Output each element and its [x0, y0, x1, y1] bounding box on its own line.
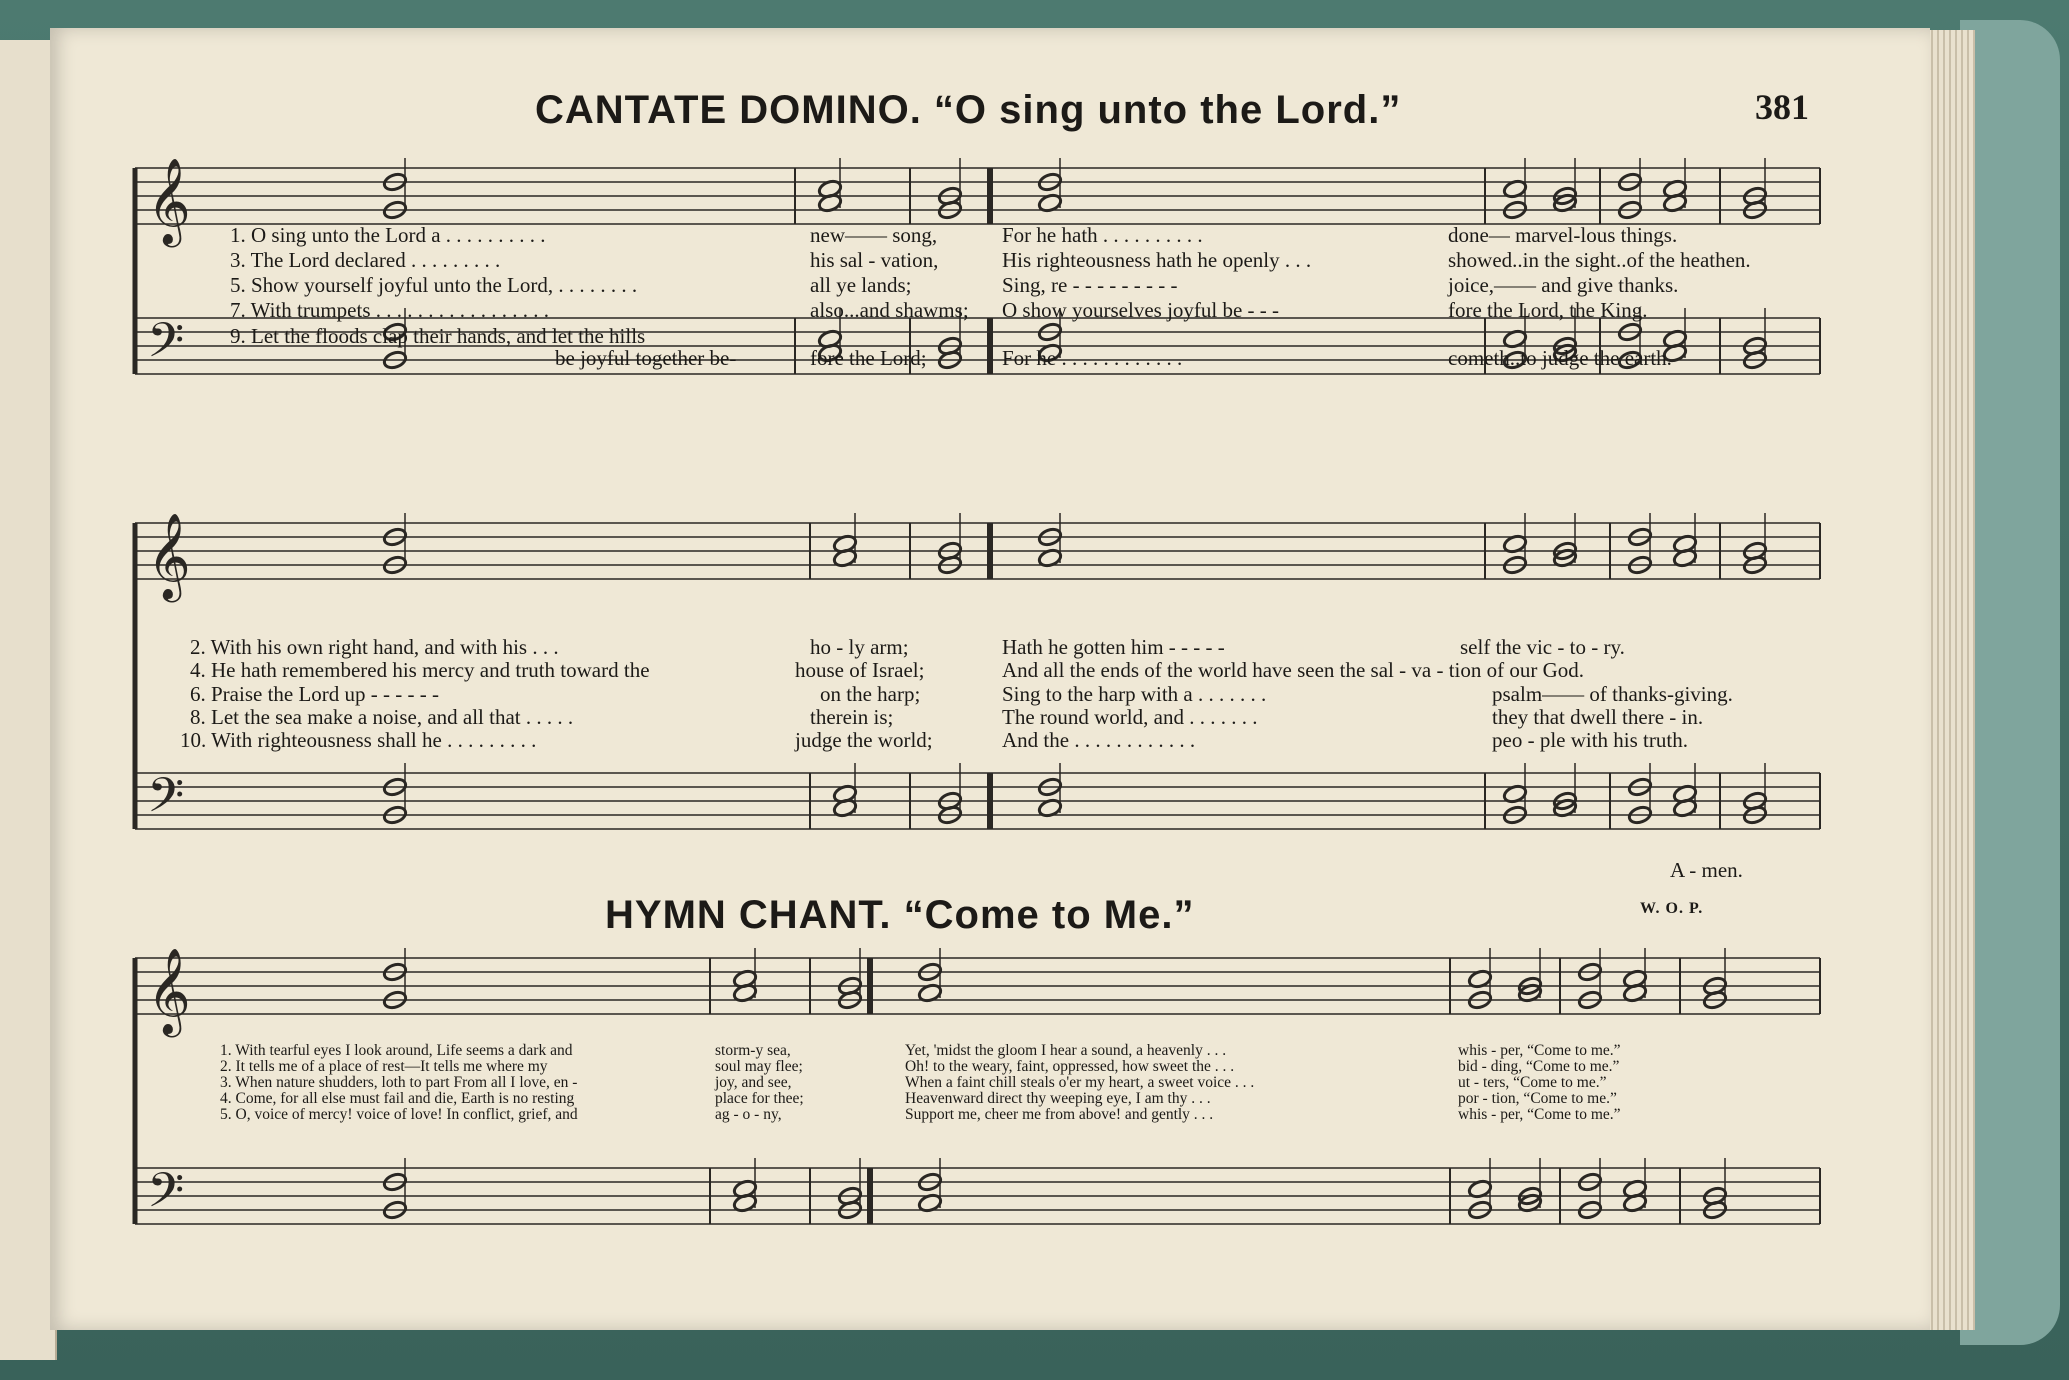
verse-8-part-3: The round world, and . . . . . . . — [1002, 705, 1258, 729]
verse-5-part-2: all ye lands; — [810, 273, 912, 297]
treble-clef: 𝄞 — [147, 158, 191, 244]
hymn-verse-2-part-1: 2. It tells me of a place of rest—It tells me where my — [220, 1058, 548, 1075]
hymn-verse-5-part-1: 5. O, voice of mercy! voice of love! In conflict, grief, and — [220, 1106, 578, 1123]
hymn-verse-2-part-2: soul may flee; — [715, 1058, 803, 1075]
hymn-verse-4-part-4: por - tion, “Come to me.” — [1458, 1090, 1617, 1107]
verse-1-part-3: For he hath . . . . . . . . . . — [1002, 223, 1203, 247]
book-cover-edge — [1960, 20, 2060, 1345]
hymn-verse-1-part-2: storm-y sea, — [715, 1042, 791, 1059]
verse-10-part-1: 10. With righteousness shall he . . . . . . . . . — [180, 728, 537, 752]
verse-6-part-3: Sing to the harp with a . . . . . . . — [1002, 682, 1267, 706]
verse-6-part-4: psalm—— of thanks-giving. — [1492, 682, 1733, 706]
verse-3-part-2: his sal - vation, — [810, 248, 939, 272]
chant2-title: HYMN CHANT. “Come to Me.” — [605, 893, 1195, 937]
bass-clef: 𝄢 — [147, 1162, 185, 1230]
verse-9-line-2-part-1: be joyful together be- — [555, 346, 737, 370]
hymn-verse-4-part-3: Heavenward direct thy weeping eye, I am thy . . . — [905, 1090, 1211, 1107]
verse-3-part-1: 3. The Lord declared . . . . . . . . . — [230, 248, 501, 272]
verse-7-part-4: fore the Lord, the King. — [1448, 298, 1648, 322]
facing-page-edge — [0, 40, 57, 1360]
verse-7-part-3: O show yourselves joyful be - - - — [1002, 298, 1280, 322]
verse-2-part-3: Hath he gotten him - - - - - — [1002, 635, 1225, 659]
verse-8-part-1: 8. Let the sea make a noise, and all that . . . . . — [190, 705, 574, 729]
verse-6-part-2: on the harp; — [820, 682, 921, 706]
verse-7-part-2: also...and shawms; — [810, 298, 969, 322]
verse-2-part-1: 2. With his own right hand, and with his . . . — [190, 635, 559, 659]
verse-9-line-2-part-4: cometh..to judge the earth. — [1448, 346, 1672, 370]
verse-4-part-3: And all the ends of the world have seen the sal - va - tion of our God. — [1002, 658, 1585, 682]
verse-3-part-3: His righteousness hath he openly . . . — [1002, 248, 1312, 272]
verse-1-part-1: 1. O sing unto the Lord a . . . . . . . . . . — [230, 223, 546, 247]
amen-text: A - men. — [1670, 858, 1743, 882]
treble-clef: 𝄞 — [147, 948, 191, 1034]
verse-2-part-4: self the vic - to - ry. — [1460, 635, 1625, 659]
verse-8-part-2: therein is; — [810, 705, 894, 729]
bass-clef: 𝄢 — [147, 312, 185, 380]
chant2-attribution: W. O. P. — [1640, 900, 1704, 917]
hymn-verse-3-part-1: 3. When nature shudders, loth to part From all I love, en - — [220, 1074, 578, 1091]
hymn-verse-4-part-2: place for thee; — [715, 1090, 804, 1107]
treble-clef: 𝄞 — [147, 513, 191, 599]
hymnal-page — [50, 28, 1930, 1330]
hymn-verse-3-part-4: ut - ters, “Come to me.” — [1458, 1074, 1607, 1091]
hymn-verse-2-part-4: bid - ding, “Come to me.” — [1458, 1058, 1620, 1075]
hymn-verse-3-part-2: joy, and see, — [715, 1074, 792, 1091]
bass-clef: 𝄢 — [147, 767, 185, 835]
verse-9-line-1: 9. Let the floods clap their hands, and let the hills — [230, 324, 646, 348]
page-number: 381 — [1755, 87, 1809, 127]
verse-5-part-4: joice,—— and give thanks. — [1448, 273, 1679, 297]
verse-6-part-1: 6. Praise the Lord up - - - - - - — [190, 682, 440, 706]
hymn-verse-1-part-1: 1. With tearful eyes I look around, Life seems a dark and — [220, 1042, 573, 1059]
verse-9-line-2-part-2: fore the Lord; — [810, 346, 927, 370]
hymn-verse-4-part-1: 4. Come, for all else must fail and die, Earth is no resting — [220, 1090, 575, 1107]
chant1-title: CANTATE DOMINO. “O sing unto the Lord.” — [535, 88, 1402, 132]
hymn-verse-1-part-3: Yet, 'midst the gloom I hear a sound, a heavenly . . . — [905, 1042, 1227, 1059]
hymn-verse-3-part-3: When a faint chill steals o'er my heart, a sweet voice . . . — [905, 1074, 1255, 1091]
verse-2-part-2: ho - ly arm; — [810, 635, 909, 659]
verse-10-part-2: judge the world; — [795, 728, 933, 752]
hymn-verse-2-part-3: Oh! to the weary, faint, oppressed, how sweet the . . . — [905, 1058, 1235, 1075]
hymn-verse-1-part-4: whis - per, “Come to me.” — [1458, 1042, 1621, 1059]
verse-5-part-1: 5. Show yourself joyful unto the Lord, . . . . . . . . — [230, 273, 638, 297]
verse-7-part-1: 7. With trumpets . . . . . . . . . . . . . . . . . — [230, 298, 550, 322]
verse-5-part-3: Sing, re - - - - - - - - - — [1002, 273, 1178, 297]
verse-1-part-2: new—— song, — [810, 223, 938, 247]
verse-1-part-4: done— marvel-lous things. — [1448, 223, 1678, 247]
verse-4-part-1: 4. He hath remembered his mercy and truth toward the — [190, 658, 650, 682]
hymn-verse-5-part-3: Support me, cheer me from above! and gently . . . — [905, 1106, 1214, 1123]
hymn-verse-5-part-4: whis - per, “Come to me.” — [1458, 1106, 1621, 1123]
verse-10-part-4: peo - ple with his truth. — [1492, 728, 1688, 752]
verse-10-part-3: And the . . . . . . . . . . . . — [1002, 728, 1196, 752]
verse-8-part-4: they that dwell there - in. — [1492, 705, 1704, 729]
hymn-verse-5-part-2: ag - o - ny, — [715, 1106, 782, 1123]
verse-4-part-2: house of Israel; — [795, 658, 925, 682]
verse-3-part-4: showed..in the sight..of the heathen. — [1448, 248, 1751, 272]
verse-9-line-2-part-3: For he . . . . . . . . . . . . — [1002, 346, 1183, 370]
